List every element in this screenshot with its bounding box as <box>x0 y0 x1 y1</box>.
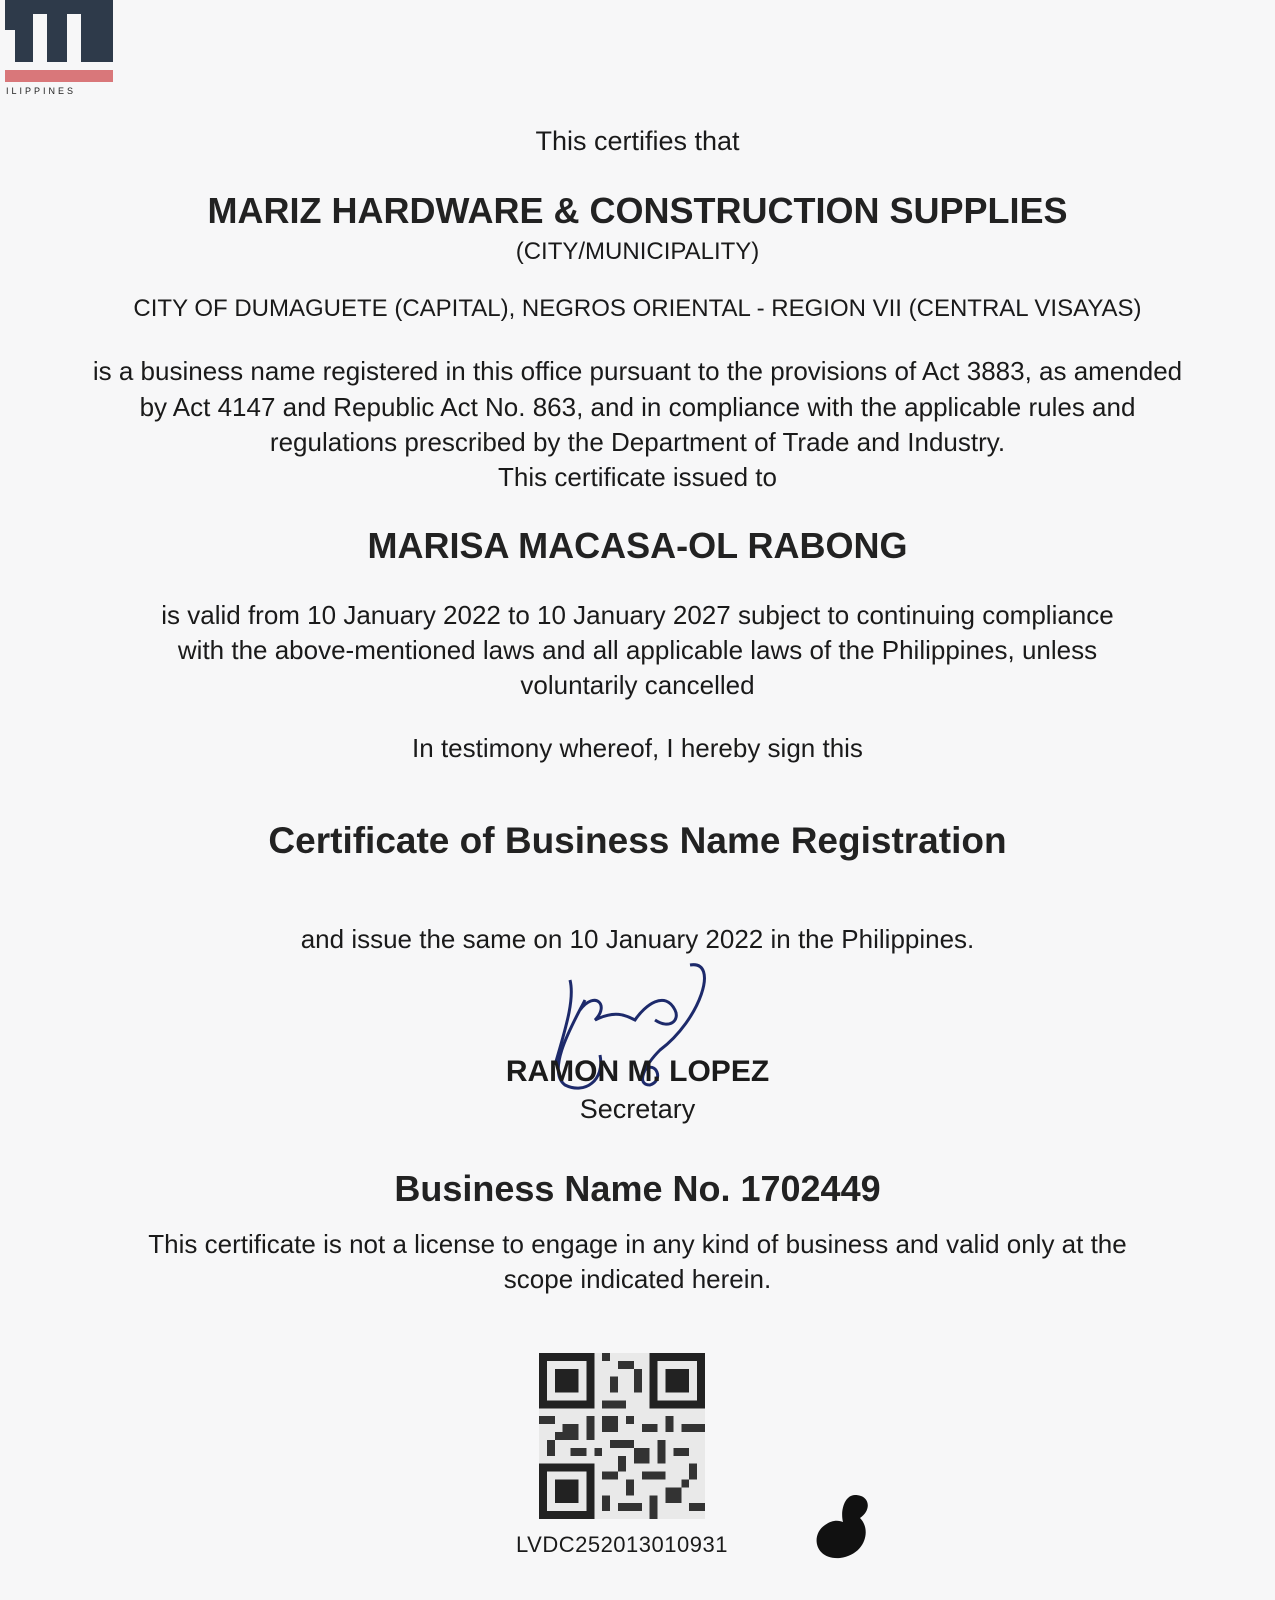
logo-stripe <box>5 70 113 82</box>
registration-line-2: by Act 4147 and Republic Act No. 863, and in compliance with the applicable rules and <box>139 392 1136 422</box>
logo-mark <box>5 0 113 62</box>
disclaimer-line-2: scope indicated herein. <box>503 1264 772 1294</box>
business-location: CITY OF DUMAGUETE (CAPITAL), NEGROS ORIENTAL - REGION VII (CENTRAL VISAYAS) <box>133 295 1142 322</box>
dti-logo <box>0 0 120 105</box>
certifies-intro: This certifies that <box>535 126 740 156</box>
ink-blot <box>810 1490 880 1565</box>
scope-label: (CITY/MUNICIPALITY) <box>515 238 760 265</box>
owner-name: MARISA MACASA-OL RABONG <box>367 525 908 566</box>
issue-text: and issue the same on 10 January 2022 in the Philippines. <box>300 924 975 954</box>
business-name: MARIZ HARDWARE & CONSTRUCTION SUPPLIES <box>207 190 1068 231</box>
testimony-text: In testimony whereof, I hereby sign this <box>412 733 863 763</box>
registration-line-3: regulations prescribed by the Department of Trade and Industry. <box>269 427 1006 457</box>
certificate-title: Certificate of Business Name Registration <box>268 820 1007 861</box>
validity-line-1: is valid from 10 January 2022 to 10 January 2027 subject to continuing compliance <box>161 600 1114 630</box>
logo-text: ILIPPINES <box>6 86 77 96</box>
business-name-number: Business Name No. 1702449 <box>394 1168 881 1209</box>
registration-line-4: This certificate issued to <box>498 462 777 492</box>
qr-code-id: LVDC252013010931 <box>516 1532 728 1557</box>
signatory-name: RAMON M. LOPEZ <box>505 1055 770 1088</box>
validity-line-2: with the above-mentioned laws and all applicable laws of the Philippines, unless <box>177 635 1098 665</box>
disclaimer-line-1: This certificate is not a license to engage in any kind of business and valid only at the <box>148 1229 1127 1259</box>
signatory-title: Secretary <box>579 1094 696 1124</box>
registration-line-1: is a business name registered in this office pursuant to the provisions of Act 3883, as amended <box>92 356 1183 386</box>
validity-line-3: voluntarily cancelled <box>520 670 755 700</box>
qr-code-icon <box>538 1353 706 1519</box>
